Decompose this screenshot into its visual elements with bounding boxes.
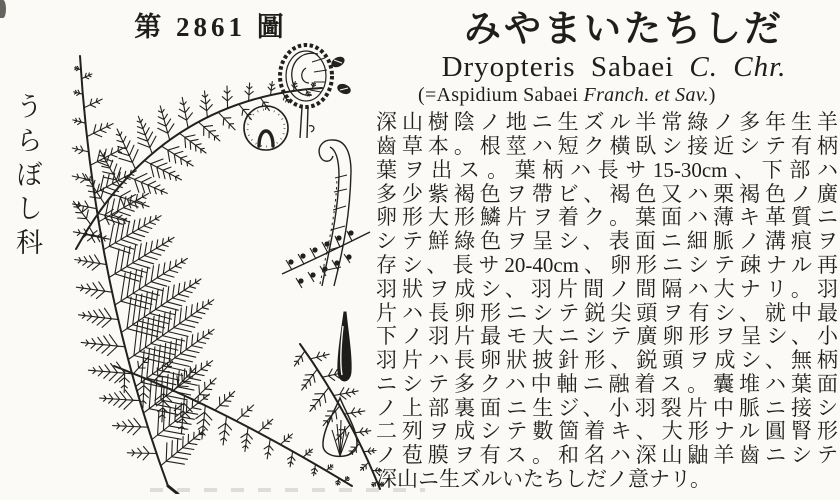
latin-genus-species: Dryopteris Sabaei [441, 50, 675, 83]
synonym-suffix: ) [708, 84, 716, 107]
description-line: 深山樹陰ノ地ニ生ズル半常綠ノ多年生羊 [376, 111, 838, 135]
description-line: 下ノ羽片最モ大ニシテ廣卵形ヲ呈シ、小 [376, 325, 838, 349]
species-title-kana: みやまいたちしだ [464, 9, 784, 50]
latin-author: C. Chr. [689, 50, 787, 83]
description-line: ノ苞膜ヲ有ス。和名ハ深山鼬羊齒ニシテ [376, 444, 838, 468]
synonym-line [418, 84, 838, 106]
description-line: 存シ、長サ20-40cm、卵形ニシテ疎ナル再 [376, 253, 838, 277]
description-line: 葉ヲ出ス。葉柄ハ長サ15-30cm、下部ハ [376, 158, 838, 182]
description-line: ノ上部裏面ニ生ジ、小羽裂片中脈ニ接シ [376, 396, 838, 420]
figure-caption: 第 2861 圖 [134, 12, 288, 42]
description-column [376, 8, 838, 492]
print-corner-mark [0, 0, 6, 18]
synonym-prefix: (=Aspidium Sabaei [418, 84, 584, 107]
description-line: 卵形大形鱗片ヲ着ク。葉面ハ薄キ革質ニ [376, 206, 838, 230]
description-line: 羽片ハ長卵狀披針形、鋭頭ヲ成シ、無柄 [376, 349, 838, 373]
species-latin-name [390, 52, 838, 82]
description-line: 齒草本。根莖ハ短ク橫臥シ接近シテ有柄 [376, 134, 838, 158]
description-line: 多少紫褐色ヲ帶ビ、褐色又ハ栗褐色ノ廣 [376, 182, 838, 206]
sporangia-detail [330, 55, 351, 95]
description-text [376, 111, 838, 492]
description-line: 羽狀ヲ成シ、羽片間ノ間隔ハ大ナリ。羽 [376, 277, 838, 301]
synonym-author: Franch. et Sav. [583, 84, 709, 107]
print-smudge [150, 488, 425, 492]
fern-illustration [50, 34, 422, 494]
description-line: 片ハ長卵形ニシテ鋭尖頭ヲ有シ、就中最 [376, 301, 838, 325]
description-line: シテ鮮綠色ヲ呈シ、表面ニ細脈ノ溝痕ヲ [376, 230, 838, 254]
description-line: 深山ニ生ズルいたちしだノ意ナリ。 [376, 468, 711, 492]
family-name-vertical: うらぼし科 [12, 92, 42, 262]
description-line: 二列ヲ成シテ數箇着キ、大形ナル圓腎形 [376, 420, 838, 444]
description-line: ニシテ多クハ中軸ニ融着ス。囊堆ハ葉面 [376, 372, 838, 396]
sori-pinnule-detail [282, 231, 370, 288]
dark-scale-detail [338, 312, 351, 381]
indusium-detail [244, 106, 288, 150]
